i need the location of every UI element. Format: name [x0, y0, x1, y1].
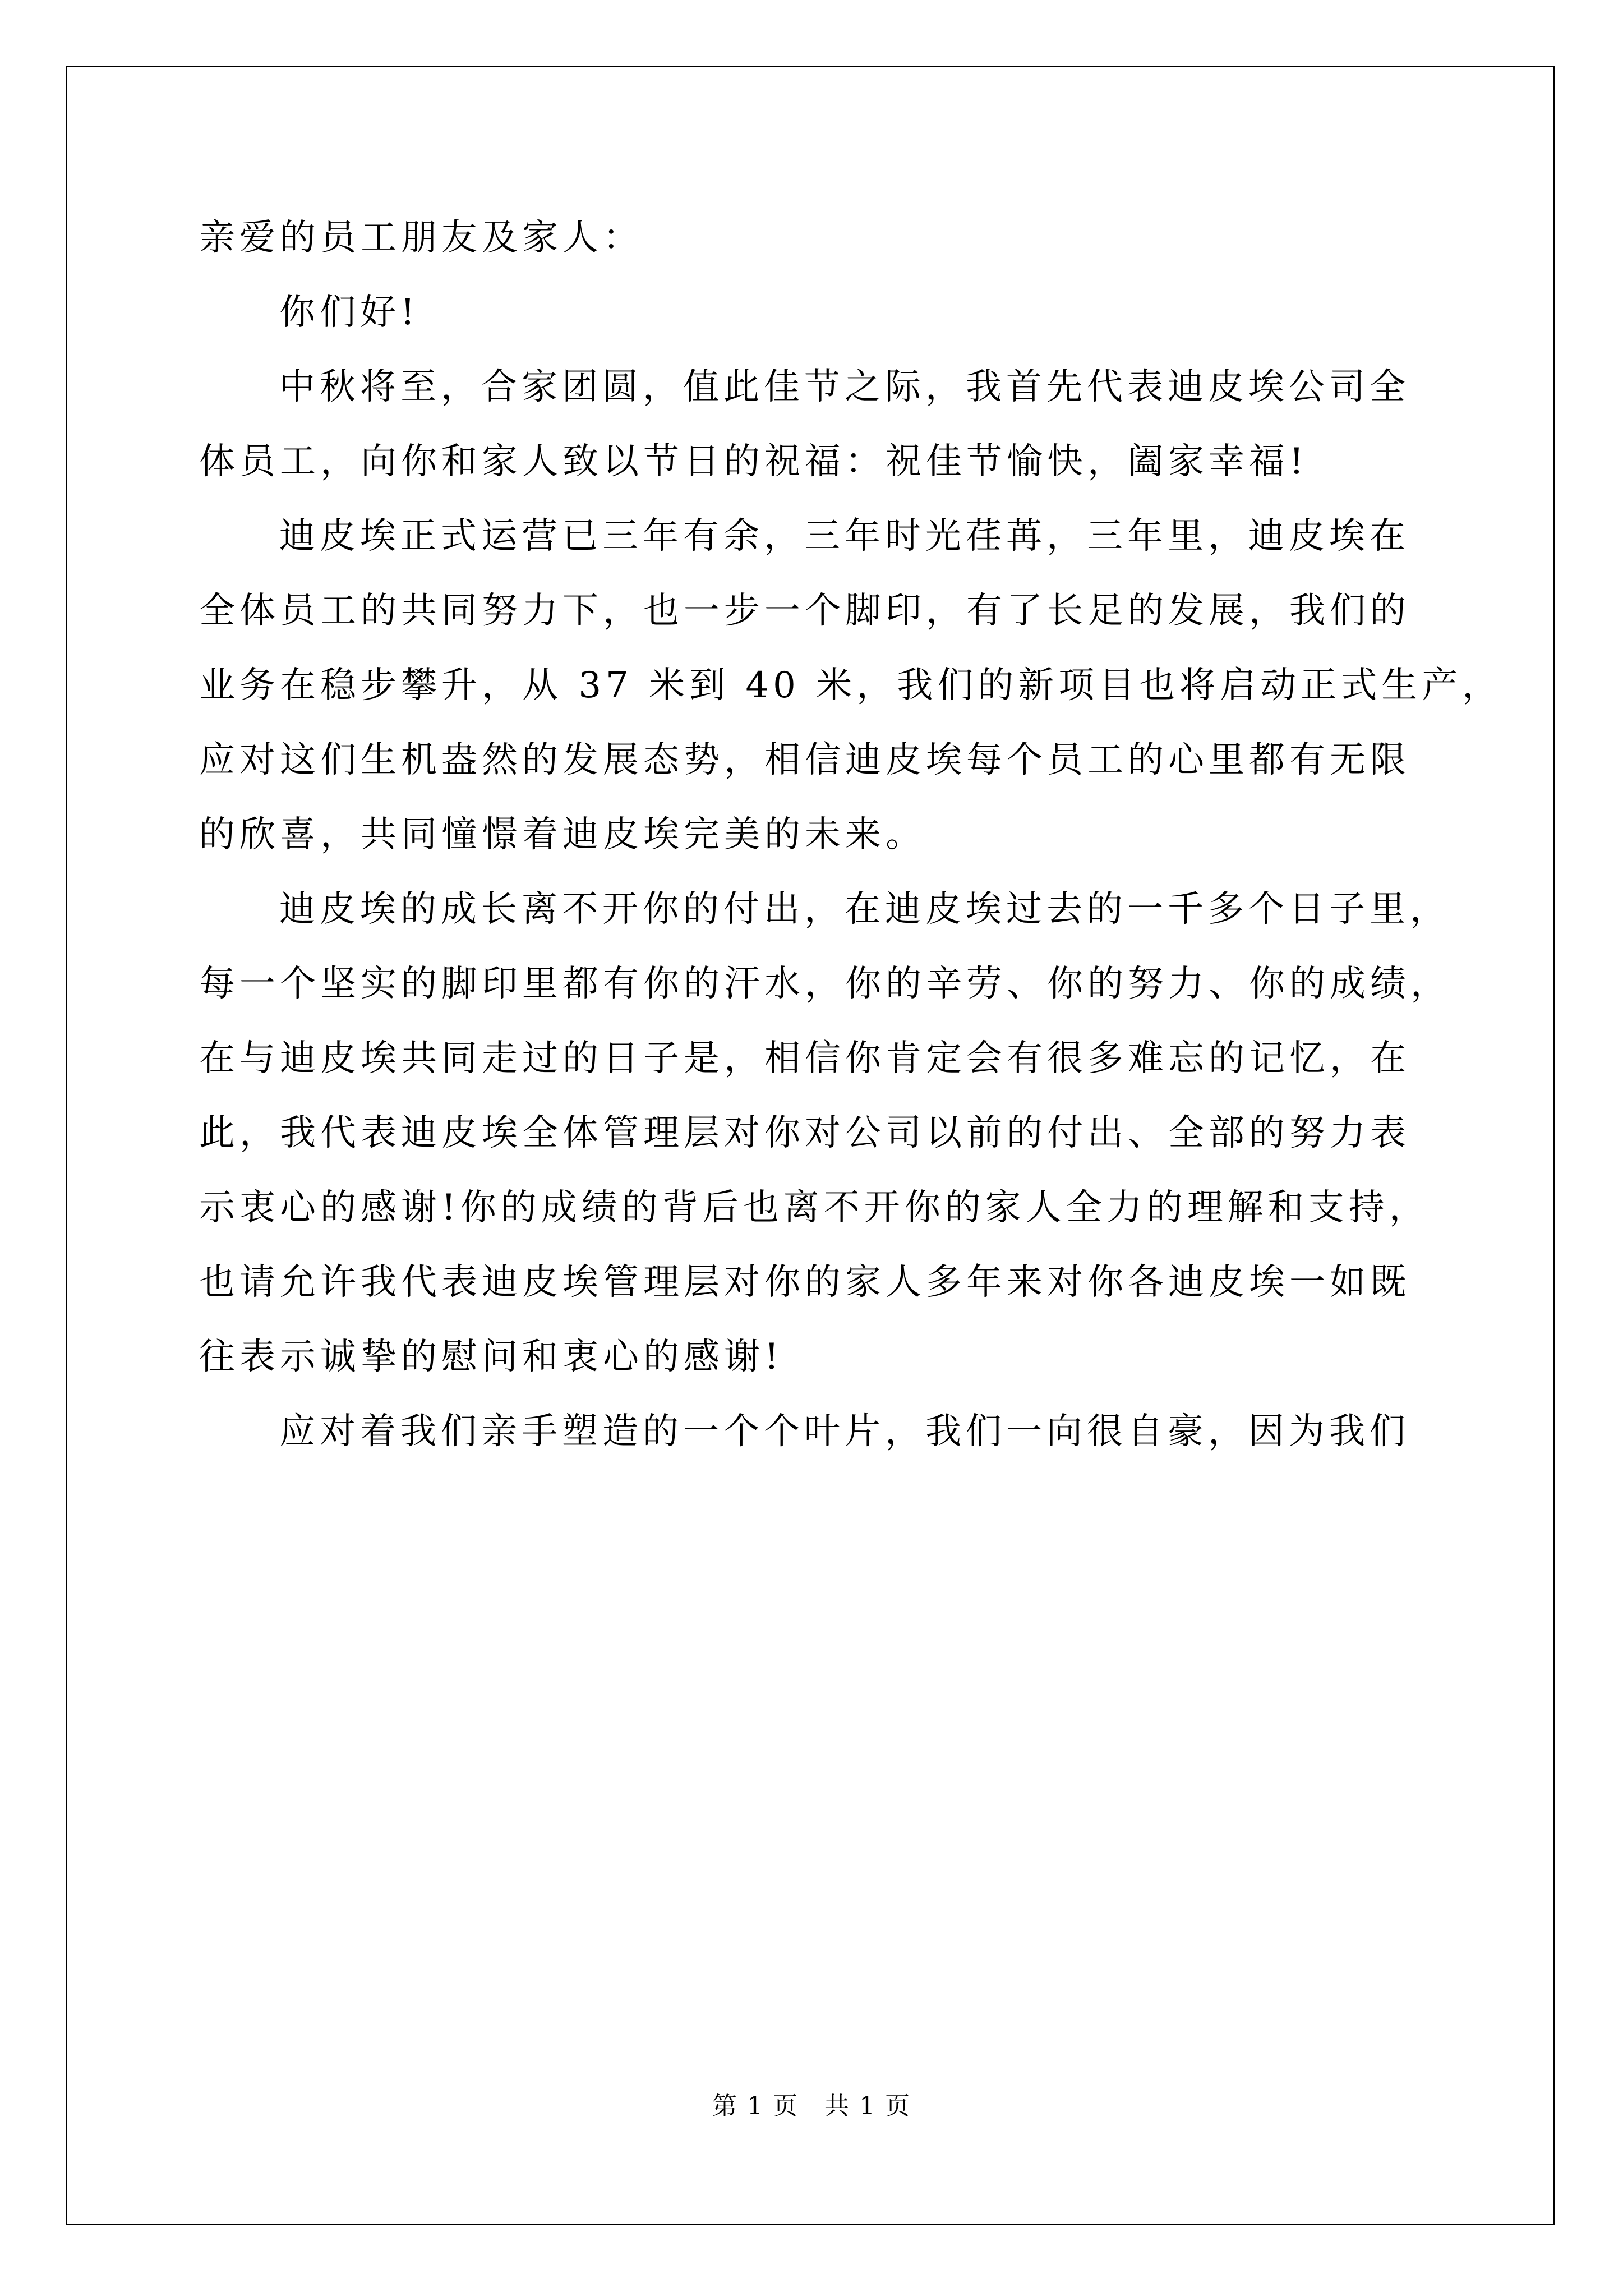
- text-line: 业务在稳步攀升，从 37 米到 40 米，我们的新项目也将启动正式生产，: [199, 665, 1503, 706]
- text-line: 你们好!: [279, 292, 419, 333]
- text-line: 体员工，向你和家人致以节日的祝福：祝佳节愉快，阖家幸福!: [199, 441, 1308, 482]
- text-line: 示衷心的感谢!你的成绩的背后也离不开你的家人全力的理解和支持，: [199, 1187, 1430, 1228]
- text-line: 迪皮埃的成长离不开你的付出，在迪皮埃过去的一千多个日子里，: [279, 889, 1450, 930]
- text-line: 迪皮埃正式运营已三年有余，三年时光荏苒，三年里，迪皮埃在: [279, 516, 1410, 557]
- text-line: 每一个坚实的脚印里都有你的汗水，你的辛劳、你的努力、你的成绩，: [199, 963, 1451, 1005]
- text-line: 也请允许我代表迪皮埃管理层对你的家人多年来对你各迪皮埃一如既: [199, 1262, 1410, 1303]
- text-line: 此，我代表迪皮埃全体管理层对你对公司以前的付出、全部的努力表: [199, 1112, 1410, 1154]
- text-line: 的欣喜，共同憧憬着迪皮埃完美的未来。: [199, 814, 926, 855]
- page-number: 第 1 页 共 1 页: [712, 2092, 911, 2120]
- text-line: 中秋将至，合家团圆，值此佳节之际，我首先代表迪皮埃公司全: [279, 366, 1410, 408]
- letter-body: [199, 201, 1503, 1469]
- salutation-line: 亲爱的员工朋友及家人：: [199, 217, 643, 259]
- text-line: 在与迪皮埃共同走过的日子是，相信你肯定会有很多难忘的记忆，在: [199, 1038, 1410, 1079]
- text-line: 应对这们生机盎然的发展态势，相信迪皮埃每个员工的心里都有无限: [199, 739, 1410, 781]
- text-line: 往表示诚挚的慰问和衷心的感谢!: [199, 1336, 783, 1378]
- text-line: 应对着我们亲手塑造的一个个叶片，我们一向很自豪，因为我们: [279, 1411, 1410, 1452]
- text-line: 全体员工的共同努力下，也一步一个脚印，有了长足的发展，我们的: [199, 590, 1410, 632]
